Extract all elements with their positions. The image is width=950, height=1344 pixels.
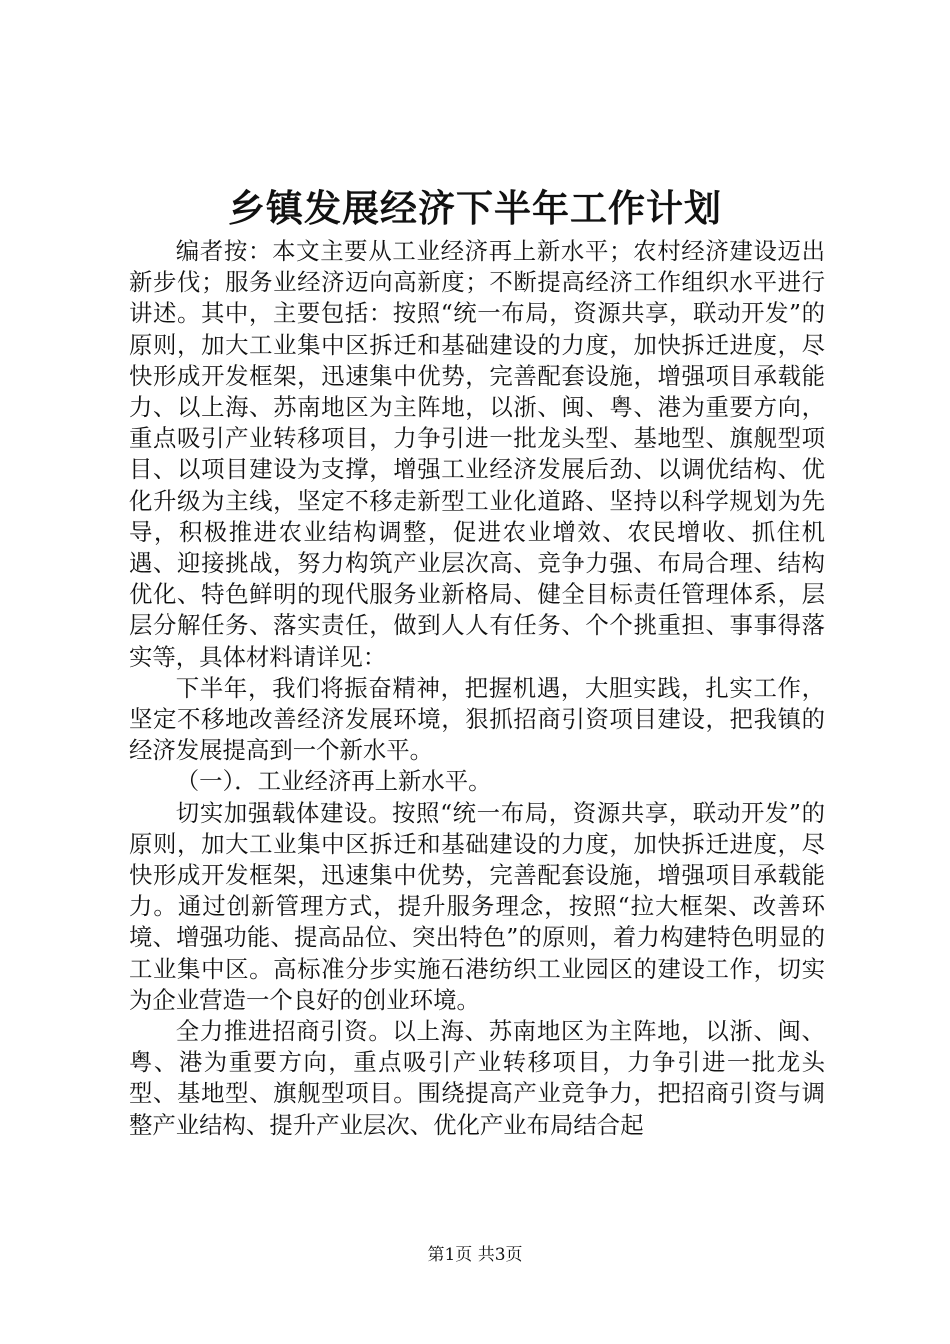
paragraph-investment-promotion: 全力推进招商引资。以上海、苏南地区为主阵地，以浙、闽、粤、港为重要方向，重点吸引产业转移项目，力争引进一批龙头型、基地型、旗舰型项目。围绕提高产业竞争力，把招商引资与调整产业结构、提升产业层次、优化产业布局结合起 (129, 1017, 825, 1139)
document-body (129, 236, 825, 1141)
paragraph-carrier-construction: 切实加强载体建设。按照“统一布局，资源共享，联动开发”的原则，加大工业集中区拆迁和基础建设的力度，加快拆迁进度，尽快形成开发框架，迅速集中优势，完善配套设施，增强项目承载能力。通过创新管理方式，提升服务理念，按照“拉大框架、改善环境、增强功能、提高品位、突出特色”的原则，着力构建特色明显的工业集中区。高标准分步实施石港纺织工业园区的建设工作，切实为企业营造一个良好的创业环境。 (129, 798, 825, 1014)
page-number: 第1页 共3页 (427, 1245, 523, 1265)
paragraph-intro: 下半年，我们将振奋精神，把握机遇，大胆实践，扎实工作，坚定不移地改善经济发展环境，狠抓招商引资项目建设，把我镇的经济发展提高到一个新水平。 (129, 673, 825, 765)
paragraph-editor-note: 编者按：本文主要从工业经济再上新水平；农村经济建设迈出新步伐；服务业经济迈向高新度；不断提高经济工作组织水平进行讲述。其中，主要包括：按照“统一布局，资源共享，联动开发”的原则，加大工业集中区拆迁和基础建设的力度，加快拆迁进度，尽快形成开发框架，迅速集中优势，完善配套设施，增强项目承载能力、以上海、苏南地区为主阵地，以浙、闽、粤、港为重要方向，重点吸引产业转移项目，力争引进一批龙头型、基地型、旗舰型项目、以项目建设为支撑，增强工业经济发展后劲、以调优结构、优化升级为主线，坚定不移走新型工业化道路、坚持以科学规划为先导，积极推进农业结构调整，促进农业增效、农民增收、抓住机遇、迎接挑战，努力构筑产业层次高、竞争力强、布局合理、结构优化、特色鲜明的现代服务业新格局、健全目标责任管理体系，层层分解任务、落实责任，做到人人有任务、个个挑重担、事事得落实等，具体材料请详见： (129, 237, 825, 671)
section-heading: （一）．工业经济再上新水平。 (175, 767, 492, 796)
document-title: 乡镇发展经济下半年工作计划 (228, 186, 722, 230)
